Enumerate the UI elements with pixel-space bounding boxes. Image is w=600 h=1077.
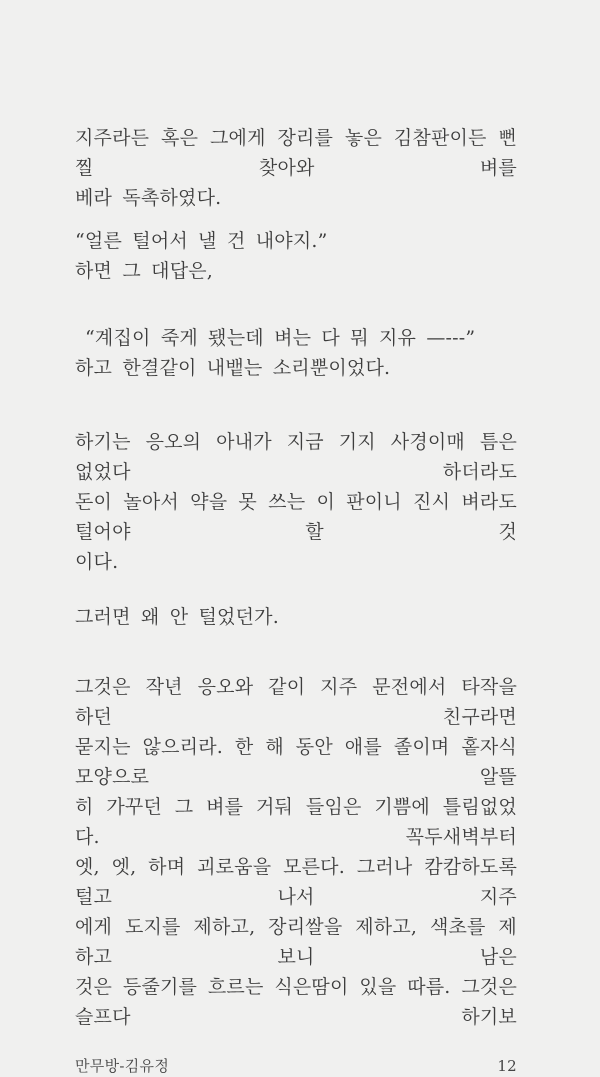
text-line: 돈이 놀아서 약을 못 쓰는 이 판이니 진시 벼라도 털어야 할 것 <box>75 491 517 543</box>
text-line: 하면 그 대답은, <box>75 260 214 282</box>
text-line: 지주라든 혹은 그에게 장리를 놓은 김참판이든 뻔찔 찾아와 벼를 <box>75 127 517 179</box>
dialogue-block <box>75 226 517 286</box>
text-line: 엣, 엣, 하며 괴로움을 모른다. 그러나 캄캄하도록 털고 나서 지주 <box>75 856 517 908</box>
text-line: 것은 등줄기를 흐르는 식은땀이 있을 따름. 그것은 슬프다 하기보 <box>75 976 517 1028</box>
paragraph <box>75 602 517 632</box>
text-line: 하기는 응오의 아내가 지금 기지 사경이매 틈은 없었다 하더라도 <box>75 431 517 483</box>
book-title: 만무방-김유정 <box>75 1057 170 1075</box>
paragraph <box>75 672 517 1032</box>
text-line: 히 가꾸던 그 벼를 거둬 들임은 기쁨에 틀림없었다. 꼭두새벽부터 <box>75 796 517 848</box>
text-line: 에게 도지를 제하고, 장리쌀을 제하고, 색초를 제하고 보니 남은 <box>75 916 517 968</box>
text-line: 하고 한결같이 내뱉는 소리뿐이었다. <box>75 357 391 379</box>
text-line: “얼른 털어서 낼 건 내야지.” <box>75 230 328 252</box>
paragraph <box>75 427 517 577</box>
text-line: 그러면 왜 안 털었던가. <box>75 606 279 628</box>
text-line: “계집이 죽게 됐는데 벼는 다 뭐 지유 —---” <box>85 327 476 349</box>
page-number: 12 <box>497 1057 517 1075</box>
paragraph <box>75 123 517 213</box>
text-line: 베라 독촉하였다. <box>75 187 222 209</box>
page-footer <box>75 1055 517 1077</box>
text-line: 묻지는 않으리라. 한 해 동안 애를 졸이며 홑자식 모양으로 알뜰 <box>75 736 517 788</box>
dialogue-block <box>75 323 517 383</box>
text-line: 이다. <box>75 551 119 573</box>
text-line: 그것은 작년 응오와 같이 지주 문전에서 타작을 하던 친구라면 <box>75 676 517 728</box>
